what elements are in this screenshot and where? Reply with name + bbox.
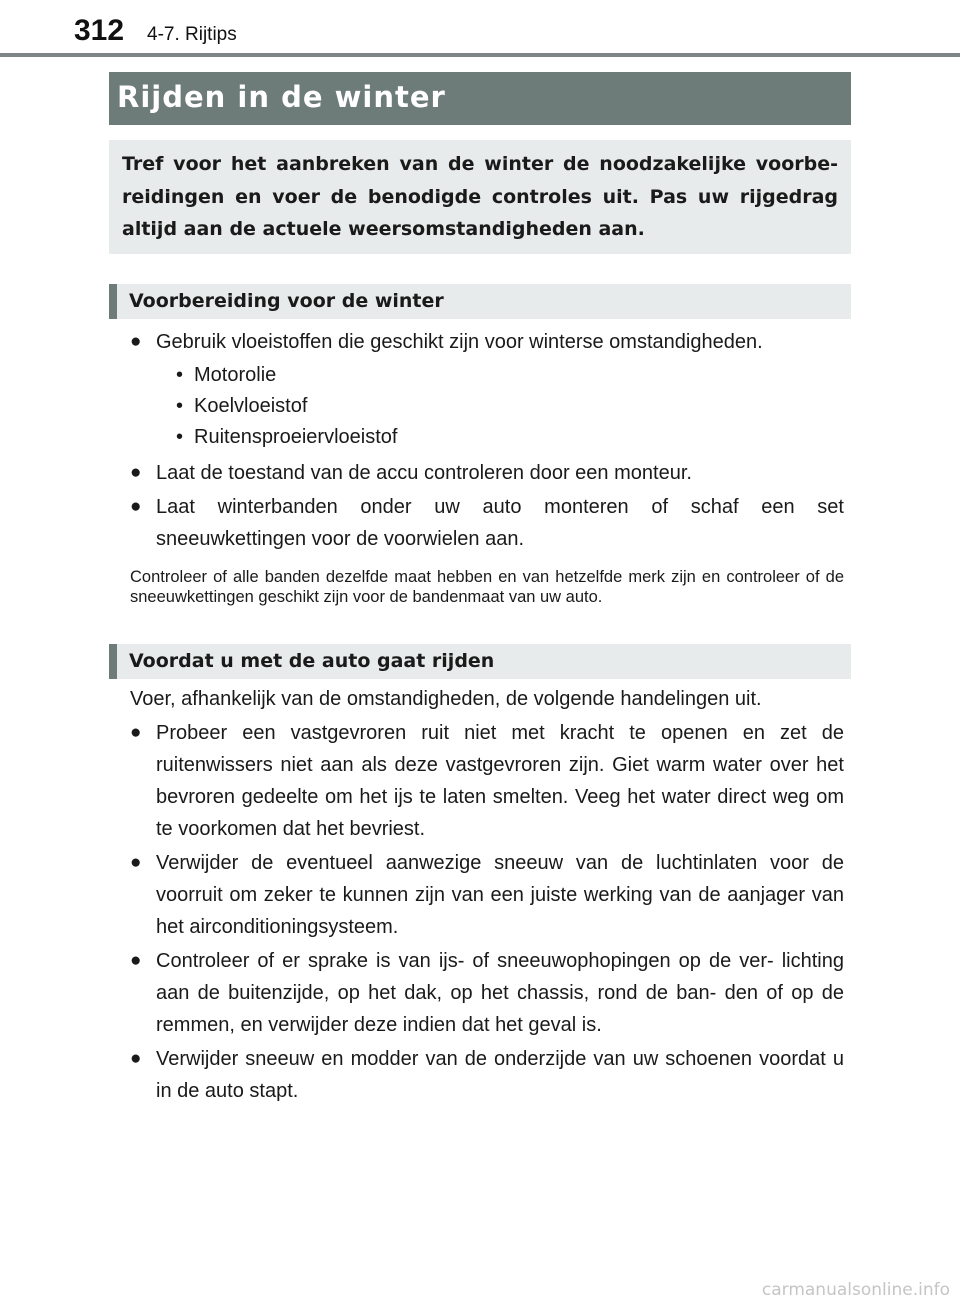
list-item-text: Laat de toestand van de accu controleren door een monteur.: [156, 462, 692, 484]
list-item: [130, 945, 844, 1041]
sub-list: [176, 360, 844, 453]
page-header: [0, 0, 960, 60]
bullet-dot-icon: ●: [130, 852, 142, 873]
sub-list-item: • Ruitensproeiervloeistof: [176, 422, 844, 453]
lead-text: Voer, afhankelijk van de omstandigheden, de volgende handelingen uit.: [130, 688, 762, 710]
bullet-dot-icon: ●: [130, 722, 142, 743]
sub-list-item: • Motorolie: [176, 360, 844, 391]
bullet-dot-icon: ●: [130, 496, 142, 517]
section-heading-before-driving: [109, 644, 851, 679]
list-item-text: Verwijder sneeuw en modder van de onderzijde van uw schoenen voordat u in de auto stapt.: [156, 1048, 844, 1102]
chapter-label: 4-7. Rijtips: [147, 24, 237, 45]
list-item: [130, 847, 844, 943]
header-rule: [0, 53, 960, 57]
intro-text: Tref voor het aanbreken van de winter de noodzakelijke voorbe- reidingen en voer de benodigde controles uit. Pas uw rijgedrag altijd aan de actuele weersomstandigheden aan.: [122, 153, 838, 240]
page-title: Rijden in de winter: [117, 80, 446, 114]
sub-list-item: • Koelvloeistof: [176, 391, 844, 422]
title-bar: [109, 72, 851, 125]
section-before-driving-body: [130, 683, 844, 1109]
page-number: 312: [74, 14, 125, 47]
list-item: [130, 717, 844, 845]
intro-box: [109, 140, 851, 254]
watermark: carmanualsonline.info: [761, 1280, 950, 1300]
list-item: [130, 491, 844, 555]
list-item: [130, 326, 844, 358]
list-item-text: Laat winterbanden onder uw auto monteren of schaf een set sneeuwkettingen voor de voorwielen aan.: [156, 496, 844, 550]
bullet-dot-icon: ●: [130, 462, 142, 483]
list-item: [130, 1043, 844, 1107]
list-item: [130, 457, 844, 489]
bullet-dot-icon: ●: [130, 1048, 142, 1069]
list-item-text: Gebruik vloeistoffen die geschikt zijn voor winterse omstandigheden.: [156, 331, 763, 353]
list-item-text: Controleer of er sprake is van ijs- of sneeuwophopingen op de ver- lichting aan de buitenzijde, op het dak, op het chassis, rond de ban- den of op de remmen, en verwijder deze indien dat het geval is.: [156, 950, 844, 1036]
bullet-dot-icon: ●: [130, 950, 142, 971]
section-heading-text: Voorbereiding voor de winter: [129, 290, 444, 312]
section-preparation-body: [130, 326, 844, 607]
note-text: Controleer of alle banden dezelfde maat hebben en van hetzelfde merk zijn en controleer of de sneeuwkettingen geschikt zijn voor de bandenmaat van uw auto.: [130, 568, 844, 606]
section-heading-text: Voordat u met de auto gaat rijden: [129, 650, 495, 672]
list-item-text: Probeer een vastgevroren ruit niet met kracht te openen en zet de ruitenwissers niet aan als deze vastgevroren zijn. Giet warm water over het bevroren gedeelte om het ijs te laten smelten. Veeg het water direct weg om te voorkomen dat het bevriest.: [156, 722, 844, 840]
section-heading-preparation: [109, 284, 851, 319]
list-item-text: Verwijder de eventueel aanwezige sneeuw van de luchtinlaten voor de voorruit om zeker te kunnen zijn van een juiste werking van de aanjager van het airconditioningsysteem.: [156, 852, 844, 938]
bullet-dot-icon: ●: [130, 331, 142, 352]
